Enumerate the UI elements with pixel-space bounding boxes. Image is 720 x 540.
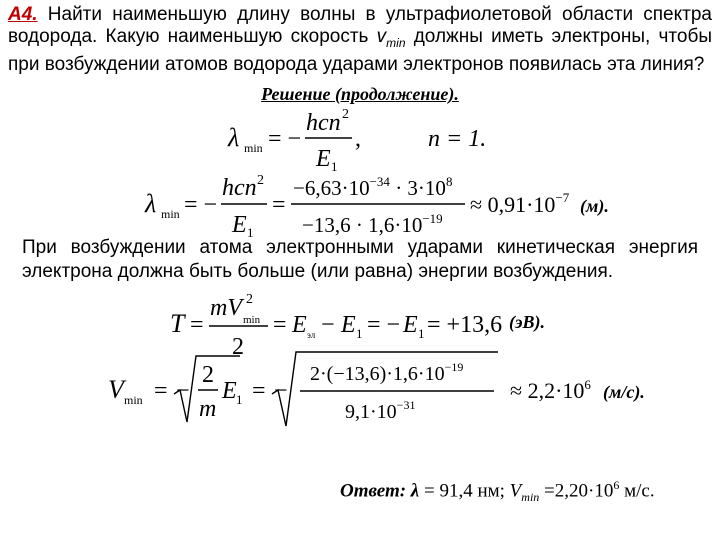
v-subscript: min: [386, 35, 406, 50]
excitation-paragraph: При возбуждении атома электронными ударами кинетическая энергия электрона должна быть больше (или равна) энергии возбуждения.: [22, 237, 698, 282]
problem-statement: [8, 4, 712, 76]
E1: E: [222, 378, 237, 404]
denominator: E: [316, 146, 331, 172]
energy-result: = +13,6: [427, 312, 503, 338]
minus-2: −: [274, 378, 288, 404]
equals: =: [272, 192, 286, 218]
numeric-denominator: $9,1\cdot 10^{-31}$: [345, 398, 416, 423]
v-symbol: v: [376, 26, 387, 47]
lambda-symbol: λ: [228, 123, 240, 152]
numeric-denominator: $-13,6 \cdot 1,6\cdot 10^{-19}$: [302, 211, 443, 237]
comma: ,: [355, 126, 361, 152]
E1b-subscript: 1: [418, 326, 425, 341]
equals-2: =: [273, 312, 287, 338]
problem-text-part2: должны иметь электроны, чтобы при возбуждении атомов водорода ударами электронов появилась эта линия?: [8, 26, 712, 75]
answer-V: V: [509, 480, 522, 502]
answer-V-exponent: 6: [613, 478, 620, 492]
numerator: hcn: [306, 110, 341, 136]
V-subscript: min: [124, 393, 143, 407]
T-symbol: T: [170, 309, 185, 338]
equals-minus: = −: [367, 312, 401, 338]
E1-subscript: 1: [356, 326, 363, 341]
minus: −: [321, 312, 335, 338]
approx-result: ≈ $2,2\cdot 10^6$: [510, 377, 591, 403]
lambda-subscript: min: [244, 141, 263, 155]
numerator-subscript: min: [243, 314, 261, 326]
equals-1: =: [190, 312, 204, 338]
lambda-subscript: min: [161, 207, 180, 221]
answer-lambda: λ: [410, 480, 420, 502]
E1-subscript: 1: [236, 392, 243, 407]
problem-number: А4.: [8, 4, 38, 25]
frac-denominator: m: [199, 396, 217, 422]
numeric-numerator: $2\cdot(-13,6)\cdot 1,6\cdot 10^{-19}$: [310, 360, 464, 385]
minus-1: −: [176, 378, 190, 404]
n-condition: n = 1.: [428, 126, 487, 152]
numerator: mV: [210, 295, 242, 321]
numerator-exponent: 2: [257, 173, 264, 188]
equals-minus: = −: [184, 192, 218, 218]
answer-V-value: =2,20·10: [539, 480, 614, 502]
denominator-subscript: 1: [331, 159, 338, 174]
unit-label: (м).: [580, 196, 609, 216]
equals-1: =: [154, 378, 168, 404]
unit-label: (эВ).: [509, 312, 545, 332]
equals-2: =: [252, 378, 266, 404]
unit-label: (м/с).: [603, 382, 645, 402]
approx-result: ≈ $0,91\cdot 10^{-7}$: [470, 190, 570, 217]
V-symbol: V: [108, 375, 124, 404]
numerator-exponent: 2: [246, 292, 253, 307]
denominator: E: [232, 212, 247, 238]
solution-subtitle: Решение (продолжение).: [261, 84, 459, 104]
problem-text-part1: Найти наименьшую длину волны в ультрафиолетовой области спектра водорода. Какую наименьшую скорость: [8, 4, 712, 47]
frac-numerator: 2: [202, 362, 214, 388]
formula-lambda-numeric: [0, 172, 720, 240]
E-excited: E: [292, 312, 307, 338]
formula-lambda-min: [0, 108, 720, 176]
answer-lambda-value: = 91,4 нм;: [419, 480, 510, 502]
equals-minus: = −: [268, 126, 302, 152]
denominator: 2: [232, 334, 244, 360]
answer-line: [340, 478, 655, 505]
E-excited-subscript: эл: [307, 330, 316, 340]
E1b: E: [403, 312, 418, 338]
lambda-symbol: λ: [145, 189, 157, 218]
answer-label: Ответ:: [340, 480, 407, 502]
denominator-subscript: 1: [247, 225, 254, 240]
answer-V-subscript: min: [521, 490, 540, 505]
E1: E: [341, 312, 356, 338]
numerator: hcn: [222, 175, 257, 201]
numerator-exponent: 2: [342, 108, 349, 122]
formula-velocity: [0, 348, 720, 430]
answer-V-unit: м/с.: [619, 480, 655, 502]
numeric-numerator: $-6,63\cdot 10^{-34} \cdot 3\cdot 10^8$: [293, 174, 453, 200]
